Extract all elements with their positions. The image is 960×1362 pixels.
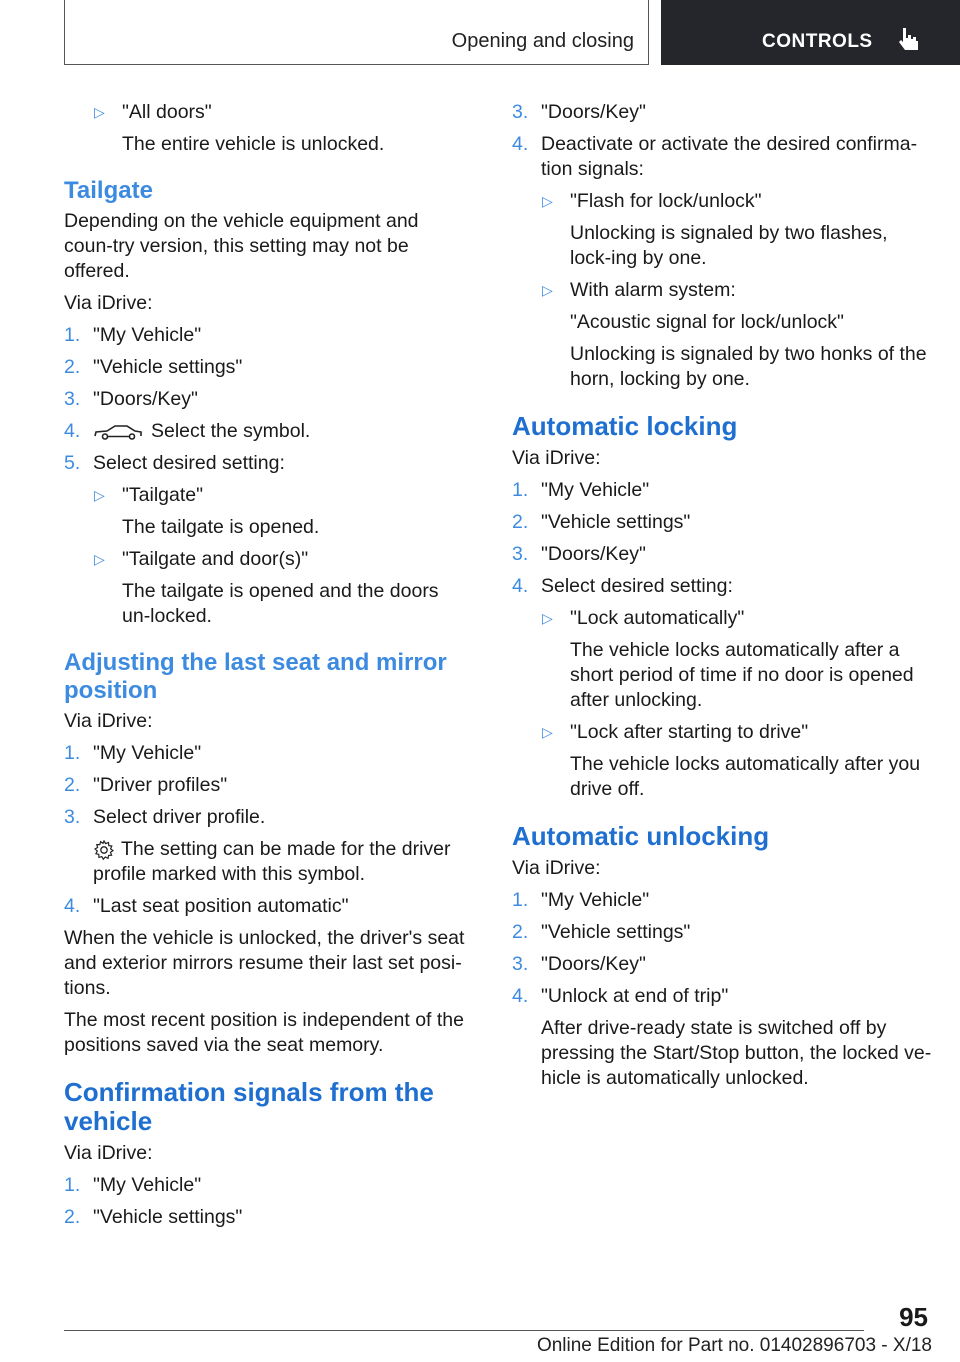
- list-item: 3. "Doors/Key": [512, 953, 646, 975]
- list-item: ▷ "Lock after starting to drive": [542, 721, 809, 743]
- list-item: 2. "Vehicle settings": [512, 511, 691, 533]
- item-description: "Acoustic signal for lock/unlock": [570, 311, 844, 333]
- list-item: 5. Select desired setting:: [64, 452, 285, 474]
- footer-divider: [64, 1330, 864, 1331]
- list-item: 3. "Doors/Key": [512, 101, 646, 123]
- section-title: CONTROLS: [762, 31, 873, 52]
- list-item: ▷ "All doors": [94, 101, 212, 123]
- paragraph: The most recent position is independent of the positions saved via the seat memory.: [64, 1009, 464, 1056]
- via-idrive: Via iDrive:: [512, 857, 601, 879]
- list-item: ▷ "Flash for lock/unlock": [542, 190, 762, 212]
- item-description: The setting can be made for the driver profile marked with this symbol.: [93, 838, 451, 885]
- list-item: 2. "Vehicle settings": [64, 1206, 243, 1228]
- bullet-triangle-icon: ▷: [94, 551, 105, 567]
- footer-edition: Online Edition for Part no. 01402896703 - X/18: [536, 1335, 932, 1356]
- page-number: 95: [899, 1302, 928, 1332]
- heading-seat-position: Adjusting the last seat and mirror position: [64, 649, 447, 704]
- car-outline-icon: [93, 423, 143, 441]
- paragraph: When the vehicle is unlocked, the driver's seat and exterior mirrors resume their last set posi-tions.: [64, 927, 465, 999]
- list-item: 4. Select the symbol.: [64, 420, 311, 442]
- list-item: 3. Select driver profile.: [64, 806, 266, 828]
- list-item: 4. Deactivate or activate the desired confirma-tion signals:: [512, 133, 918, 180]
- item-description: Unlocking is signaled by two flashes, lock-ing by one.: [570, 222, 888, 269]
- hand-pointer-icon: [894, 26, 922, 54]
- paragraph: Depending on the vehicle equipment and coun-try version, this setting may not be offered.: [64, 210, 419, 282]
- bullet-triangle-icon: ▷: [542, 610, 553, 626]
- bullet-triangle-icon: ▷: [94, 487, 105, 503]
- list-item: 2. "Vehicle settings": [64, 356, 243, 378]
- list-item: 1. "My Vehicle": [64, 742, 202, 764]
- list-item: 1. "My Vehicle": [64, 324, 202, 346]
- heading-automatic-locking: Automatic locking: [512, 411, 738, 441]
- list-item: 3. "Doors/Key": [512, 543, 646, 565]
- list-item: 2. "Driver profiles": [64, 774, 228, 796]
- list-item: ▷ "Tailgate and door(s)": [94, 548, 309, 570]
- item-description: Unlocking is signaled by two honks of the horn, locking by one.: [570, 343, 927, 390]
- heading-tailgate: Tailgate: [64, 177, 153, 204]
- via-idrive: Via iDrive:: [64, 1142, 153, 1164]
- bullet-triangle-icon: ▷: [94, 104, 105, 120]
- header-section-box: [661, 0, 960, 65]
- list-item: ▷ With alarm system:: [542, 279, 736, 301]
- header-chapter-box: [64, 0, 649, 65]
- item-description: The vehicle locks automatically after you drive off.: [570, 753, 921, 800]
- item-description: The tailgate is opened and the doors un-locked.: [122, 580, 439, 627]
- list-item: 2. "Vehicle settings": [512, 921, 691, 943]
- via-idrive: Via iDrive:: [64, 710, 153, 732]
- list-item: 4. "Unlock at end of trip": [512, 985, 729, 1007]
- bullet-triangle-icon: ▷: [542, 724, 553, 740]
- list-item: 1. "My Vehicle": [512, 479, 650, 501]
- item-description: The vehicle locks automatically after a short period of time if no door is opened after unlocking.: [570, 639, 914, 711]
- via-idrive: Via iDrive:: [512, 447, 601, 469]
- list-item: 4. Select desired setting:: [512, 575, 733, 597]
- list-item: 4. "Last seat position automatic": [64, 895, 349, 917]
- heading-confirmation-signals: Confirmation signals from the vehicle: [64, 1077, 434, 1136]
- bullet-triangle-icon: ▷: [542, 282, 553, 298]
- gear-icon: [93, 839, 115, 861]
- item-description: The entire vehicle is unlocked.: [122, 133, 385, 155]
- bullet-triangle-icon: ▷: [542, 193, 553, 209]
- item-description: The tailgate is opened.: [122, 516, 320, 538]
- list-item: ▷ "Lock automatically": [542, 607, 745, 629]
- list-item: 3. "Doors/Key": [64, 388, 198, 410]
- chapter-title: Opening and closing: [451, 30, 634, 52]
- list-item: 1. "My Vehicle": [64, 1174, 202, 1196]
- left-column: [64, 100, 470, 1237]
- heading-automatic-unlocking: Automatic unlocking: [512, 821, 770, 851]
- right-column: [512, 100, 932, 1098]
- list-item: ▷ "Tailgate": [94, 484, 204, 506]
- item-description: After drive-ready state is switched off by pressing the Start/Stop button, the locked ve-hicle is automatically unlocked.: [541, 1017, 932, 1089]
- list-item: 1. "My Vehicle": [512, 889, 650, 911]
- via-idrive: Via iDrive:: [64, 292, 153, 314]
